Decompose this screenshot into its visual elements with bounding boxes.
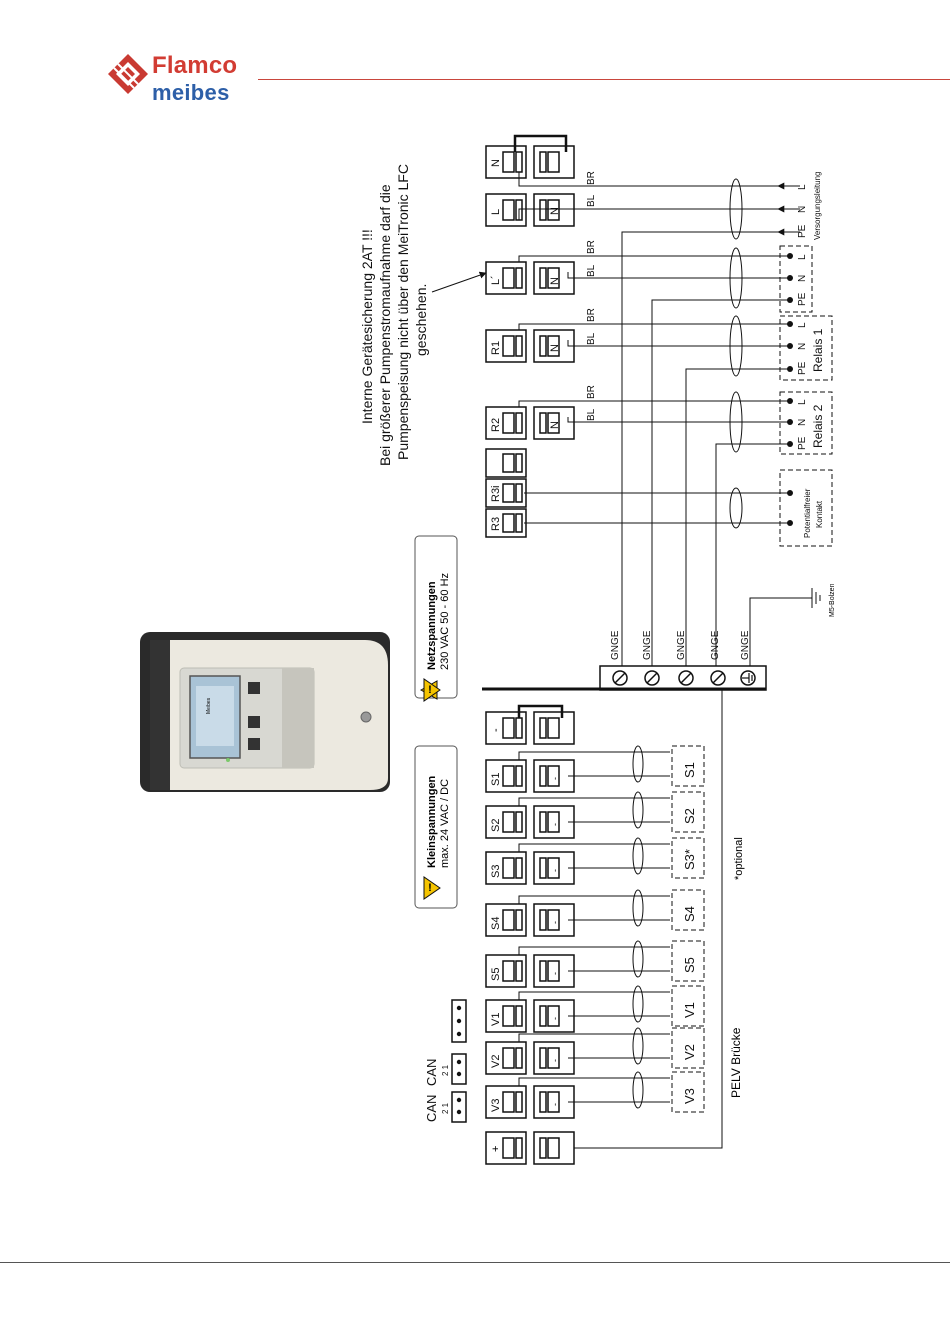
fuse-note-line1: Interne Gerätesicherung 2AT !!! [359,229,375,424]
can-pins-2: 2 1 [441,1064,450,1076]
sensor-label-v2: V2 [682,1044,697,1060]
label-l: L [490,208,502,215]
fuse-note-line4: geschehen. [413,283,429,356]
wire-bl-lp: BL [586,264,597,277]
label-n-r2: N [549,421,561,429]
label-r3: R3 [490,516,502,531]
r1-l: L [797,322,808,328]
label-n: N [490,159,502,167]
mains-value: 230 VAC 50 - 60 Hz [439,572,451,670]
gnge-5: GNGE [740,630,751,660]
label-minus-s1: - [550,777,560,780]
sensor-label-s1: S1 [682,762,697,778]
wire-top-v2 [519,1034,670,1042]
label-n-r1: N [549,344,561,352]
label-minus-s3: - [550,869,560,872]
cable-v3 [633,1072,643,1108]
mains-title: Netzspannungen [426,581,438,670]
label-r1: R1 [490,340,502,355]
svg-text:!: ! [428,684,432,696]
wire-top-s1 [519,752,670,760]
wire-bl-r1: BL [586,332,597,345]
potential-free-1: Potentialfreier [803,488,812,538]
wire-top-s2 [519,798,670,806]
gnge-2: GNGE [642,630,653,660]
pelv-bridge-wire [574,690,722,1148]
sensor-label-v1: V1 [682,1002,697,1018]
mains-voltage-warning [415,536,457,701]
label-n-lp: N [549,277,561,285]
potential-free-2: Kontakt [815,500,824,528]
cable-s4 [633,890,643,926]
supply-l: L [797,184,808,190]
wire-top-s5 [519,947,670,955]
low-title: Kleinspannungen [426,775,438,868]
label-minus-s5: - [550,972,560,975]
low-value: max. 24 VAC / DC [439,778,451,868]
wire-top-v1 [519,992,670,1000]
label-v2: V2 [490,1054,502,1068]
wire-top-v3 [519,1078,670,1086]
label-minus: - [490,728,502,732]
relais1-label: Relais 1 [811,328,825,372]
lp-n: N [797,274,808,282]
logo-meibes: meibes [152,80,230,105]
cable-s2 [633,792,643,828]
supply-label: Versorgungsleitung [813,171,822,240]
low-voltage-warning [415,746,457,908]
label-plus: + [490,1145,502,1152]
supply-n: N [797,205,808,213]
cable-s5 [633,941,643,977]
label-v3: V3 [490,1098,502,1112]
label-minus-v1: - [550,1017,560,1020]
sensor-label-s2: S2 [682,808,697,824]
r2-l: L [797,399,808,405]
lp-pe: PE [797,292,808,306]
label-s3: S3 [490,864,502,878]
sensor-label-s5: S5 [682,957,697,973]
device-display-text: Meibes [206,697,212,714]
fuse-pointer-arrow [432,273,486,292]
label-minus-s4: - [550,921,560,924]
wire-br-n: BR [586,171,597,185]
pe-rail [482,666,766,690]
wire-bl-r2: BL [586,408,597,421]
supply-pe: PE [797,224,808,238]
gnge-4: GNGE [710,630,721,660]
fuse-note-line2: Bei größerer Pumpenstromaufnahme darf die [377,184,393,466]
sensor-label-v3: V3 [682,1088,697,1104]
lp-l: L [797,254,808,260]
wire-br-r2: BR [586,385,597,399]
label-r2: R2 [490,417,502,432]
fuse-note-line3: Pumpenspeisung nicht über den MeiTronic LFC [395,164,411,460]
gnge-3: GNGE [676,630,687,660]
svg-text:!: ! [428,882,432,894]
label-s1: S1 [490,772,502,786]
can-label-1: CAN [424,1094,439,1122]
r2-pe: PE [797,436,808,450]
label-s4: S4 [490,916,502,930]
sensor-label-s4: S4 [682,906,697,922]
r1-n: N [797,342,808,350]
cable-s3 [633,838,643,874]
wire-br-r1: BR [586,308,597,322]
label-n-l: N [549,207,561,215]
m5-label: M5-Bolzen [829,583,836,617]
label-s2: S2 [490,818,502,832]
label-minus-s2: - [550,823,560,826]
cable-s1 [633,746,643,782]
can-connectors [452,1000,466,1122]
label-r3i: R3i [490,485,502,502]
label-minus-v3: - [550,1103,560,1106]
optional-label: *optional [733,837,745,880]
label-v1: V1 [490,1012,502,1026]
ground-symbol [750,588,820,666]
wire-top-s4 [519,896,670,904]
pelv-label: PELV Brücke [729,1027,743,1098]
logo-flamco: Flamco [152,52,238,79]
label-minus-v2: - [550,1059,560,1062]
r2-n: N [797,418,808,426]
gnge-1: GNGE [610,630,621,660]
controller-photo [140,632,390,792]
can-label-2: CAN [424,1058,439,1086]
label-l-prime: L´ [490,275,502,285]
wire-br-lp: BR [586,240,597,254]
wire-top-s3 [519,844,670,852]
r1-pe: PE [797,361,808,375]
relais2-label: Relais 2 [811,404,825,448]
cable-v1 [633,986,643,1022]
cable-v2 [633,1028,643,1064]
sensor-label-s3: S3* [682,849,697,870]
label-s5: S5 [490,967,502,981]
can-pins-1: 2 1 [441,1102,450,1114]
wire-bl-l: BL [586,194,597,207]
